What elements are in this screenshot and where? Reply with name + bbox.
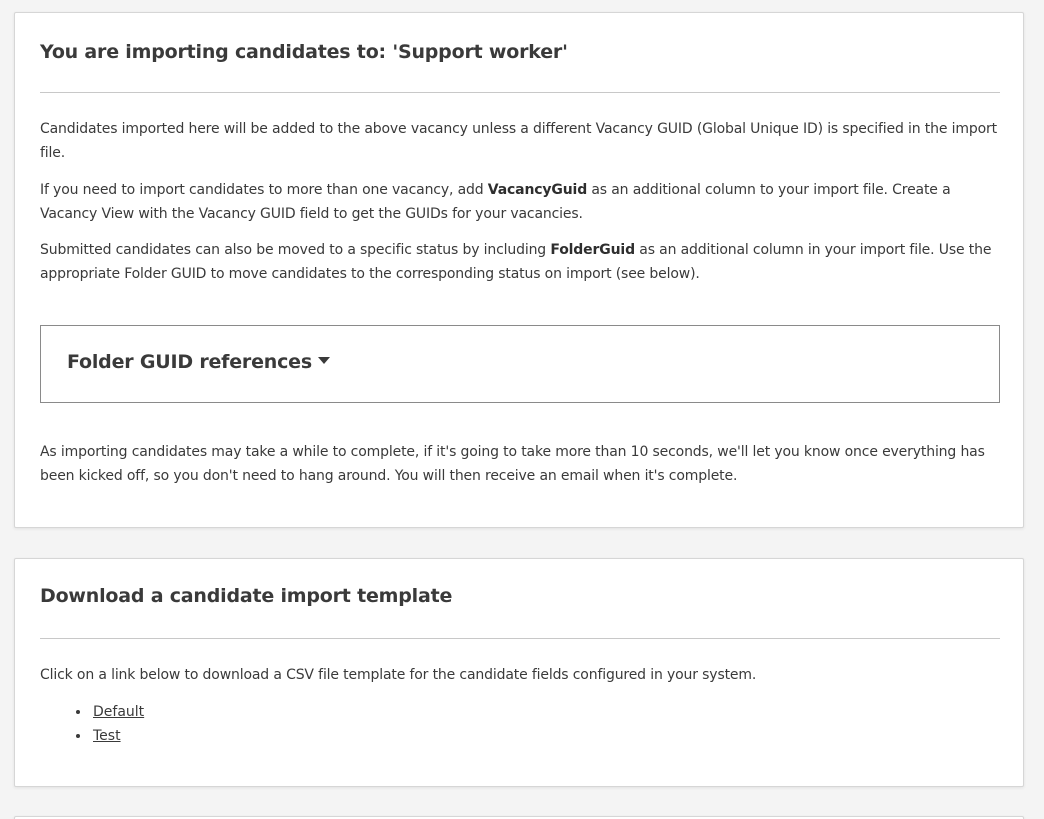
template-link-list — [73, 700, 144, 748]
folder-guid-references-label: Folder GUID references — [67, 351, 312, 373]
template-link-default[interactable]: Default — [93, 704, 145, 720]
import-card-divider — [40, 92, 1000, 93]
multiple-vacancies-text-start: If you need to import candidates to more than one vacancy, add — [40, 182, 488, 198]
download-template-card — [14, 558, 1024, 787]
import-duration-paragraph: As importing candidates may take a while to complete, if it's going to take more than 10 seconds, we'll let you know once everything has been kicked off, so you don't need to hang around. You will then receive an email when it's complete. — [40, 444, 985, 484]
vacancy-guid-term: VacancyGuid — [487, 182, 588, 198]
folder-status-text-end: as an additional column in your import file. Use the appropriate Folder GUID to move candidates to the corresponding status on import (see below). — [40, 242, 992, 282]
multiple-vacancies-text-end: as an additional column to your import file. Create a Vacancy View with the Vacancy GUID field to get the GUIDs for your vacancies. — [40, 182, 951, 222]
list-item — [91, 724, 144, 748]
caret-down-icon — [318, 357, 330, 364]
download-card-title: Download a candidate import template — [40, 585, 453, 607]
import-card-title: You are importing candidates to: 'Support worker' — [40, 41, 568, 63]
list-item — [91, 700, 144, 724]
download-card-divider — [40, 638, 1000, 639]
folder-guid-term: FolderGuid — [550, 242, 635, 258]
template-link-test[interactable]: Test — [93, 728, 121, 744]
folder-status-text-start: Submitted candidates can also be moved to a specific status by including — [40, 242, 551, 258]
folder-status-paragraph — [40, 238, 1000, 286]
multiple-vacancies-paragraph — [40, 178, 1000, 226]
folder-guid-references-toggle[interactable] — [67, 351, 330, 373]
download-intro-paragraph: Click on a link below to download a CSV file template for the candidate fields configured in your system. — [40, 667, 757, 683]
vacancy-default-paragraph: Candidates imported here will be added to the above vacancy unless a different Vacancy GUID (Global Unique ID) is specified in the import file. — [40, 121, 997, 161]
folder-guid-references-accordion[interactable] — [40, 325, 1000, 403]
import-info-card — [14, 12, 1024, 528]
